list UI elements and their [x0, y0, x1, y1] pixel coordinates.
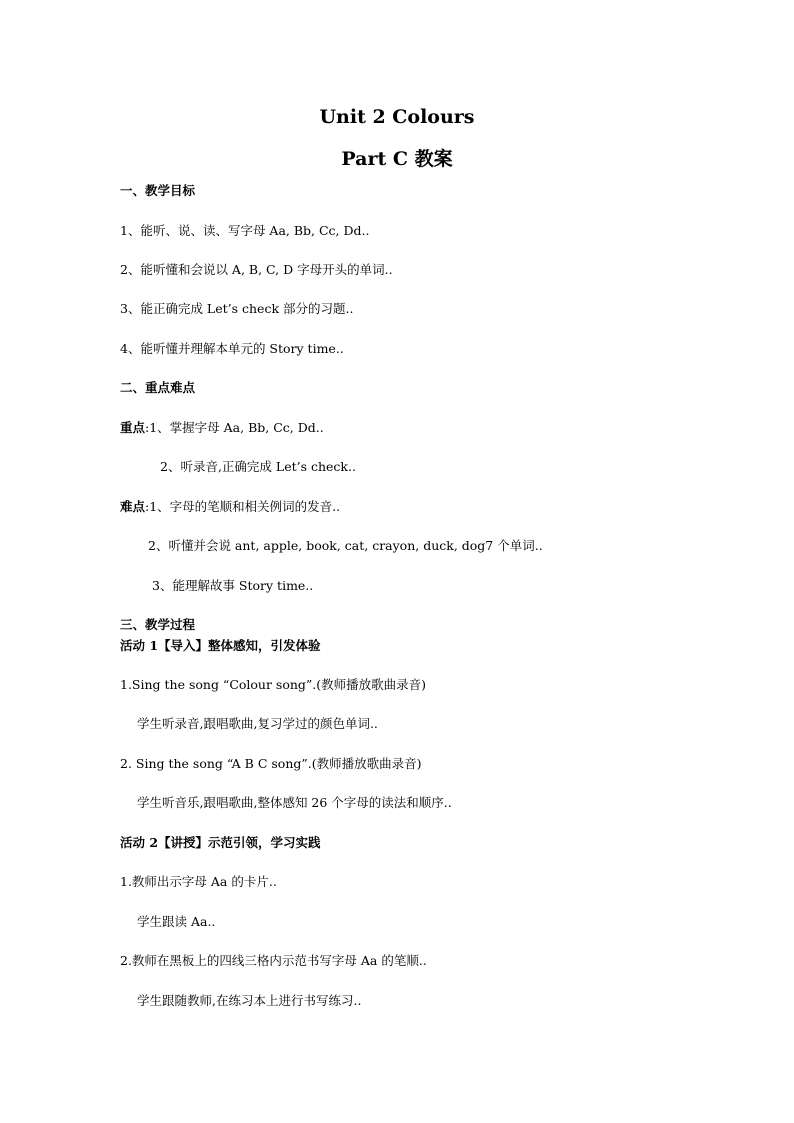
activity-heading: 活动 1【导入】整体感知，引发体验 — [120, 638, 321, 653]
activity-heading: 活动 2【讲授】示范引领，学习实践 — [120, 835, 321, 850]
key-point-label: 重点 — [120, 420, 146, 435]
activity-step-note: 学生听音乐,跟唱歌曲,整体感知 26 个字母的读法和顺序.. — [137, 795, 452, 810]
section-heading-objectives: 一、教学目标 — [120, 183, 196, 198]
section-heading-key-points: 二、重点难点 — [120, 380, 196, 395]
activity-step: 2.教师在黑板上的四线三格内示范书写字母 Aa 的笔顺.. — [120, 953, 427, 968]
activity-step-note: 学生跟随教师,在练习本上进行书写练习.. — [137, 993, 362, 1008]
document-title: Unit 2 Colours — [319, 106, 475, 128]
objective-item: 4、能听懂并理解本单元的 Story time.. — [120, 341, 344, 356]
key-point-text: :1、掌握字母 Aa, Bb, Cc, Dd.. — [145, 420, 324, 435]
activity-step-note: 学生听录音,跟唱歌曲,复习学过的颜色单词.. — [137, 716, 378, 731]
objective-item: 2、能听懂和会说以 A, B, C, D 字母开头的单词.. — [120, 262, 393, 277]
activity-step-note: 学生跟读 Aa.. — [137, 914, 216, 929]
activity-step: 2. Sing the song “A B C song”.(教师播放歌曲录音) — [120, 756, 422, 771]
objective-item: 3、能正确完成 Let’s check 部分的习题.. — [120, 301, 354, 316]
key-point-line — [120, 420, 324, 436]
difficulty-line: 3、能理解故事 Story time.. — [152, 578, 314, 593]
document-subtitle: Part C 教案 — [341, 148, 453, 170]
objective-item: 1、能听、说、读、写字母 Aa, Bb, Cc, Dd.. — [120, 223, 370, 238]
difficulty-line — [120, 499, 340, 515]
key-point-line: 2、听录音,正确完成 Let’s check.. — [160, 459, 356, 474]
activity-step: 1.Sing the song “Colour song”.(教师播放歌曲录音) — [120, 677, 427, 692]
section-heading-process: 三、教学过程 — [120, 617, 196, 632]
difficulty-label: 难点 — [120, 499, 146, 514]
difficulty-line: 2、听懂并会说 ant, apple, book, cat, crayon, duck, dog7 个单词.. — [148, 538, 543, 553]
difficulty-text: :1、字母的笔顺和相关例词的发音.. — [145, 499, 341, 514]
activity-step: 1.教师出示字母 Aa 的卡片.. — [120, 874, 277, 889]
